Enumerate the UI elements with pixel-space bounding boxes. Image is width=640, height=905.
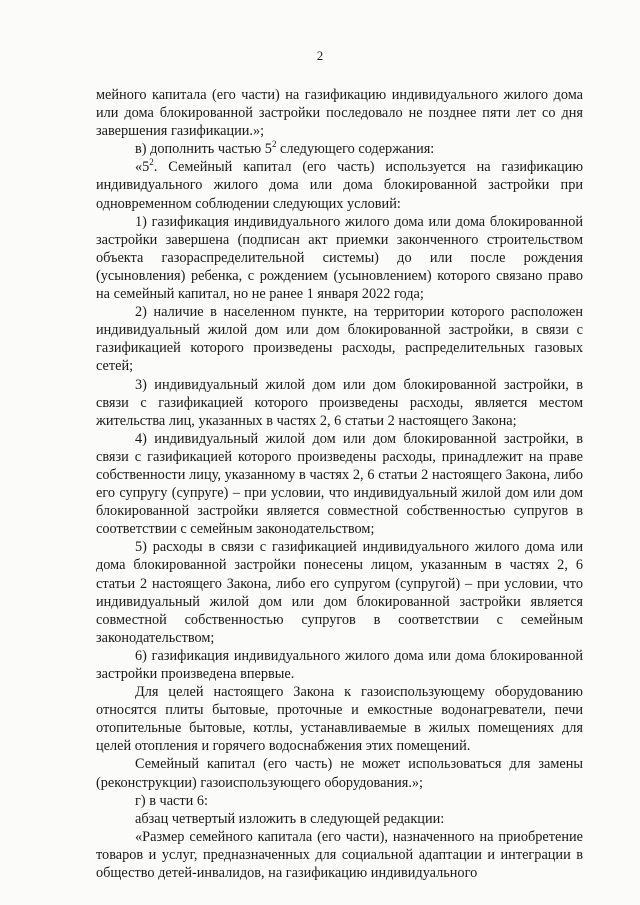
paragraph: «Размер семейного капитала (его части), назначенного на приобретение товаров и услуг, предназначенных для социальной адаптации и интеграции в общество детей-инвалидов, на газификацию индивидуального — [96, 828, 583, 882]
page-number: 2 — [316, 48, 324, 63]
paragraph: 5) расходы в связи с газификацией индивидуального жилого дома или дома блокированной застройки понесены лицом, указанным в частях 2, 6 статьи 2 настоящего Закона, либо его супругом (супругой) – при условии, что индивидуальный жилой дом или дом блокированной застройки является совместной собственностью супругов в соответствии с семейным законодательством; — [96, 539, 583, 646]
paragraph: 2) наличие в населенном пункте, на территории которого расположен индивидуальный жилой дом или дом блокированной застройки, в связи с газификацией которого произведены расходы, распределительных газовых сетей; — [96, 304, 583, 375]
document-body — [96, 86, 583, 882]
paragraph: 1) газификация индивидуального жилого дома или дома блокированной застройки завершена (подписан акт приемки законченного строительством объекта газораспределительной системы) до или после рождения (усыновления) ребенка, с рождением (усыновлением) которого связано право на семейный капитал, но не ранее 1 января 2022 года; — [96, 213, 583, 303]
paragraph: «$5^2$. Семейный капитал (его часть) используется на газификацию индивидуального жилого дома или дома блокированной застройки при одновременном соблюдении следующих условий: — [96, 157, 583, 212]
paragraph: мейного капитала (его части) на газификацию индивидуального жилого дома или дома блокированной застройки последовало не позднее пяти лет со дня завершения газификации.»; — [96, 87, 583, 140]
paragraph: 4) индивидуальный жилой дом или дом блокированной застройки, в связи с газификацией которого произведены расходы, принадлежит на праве собственности лицу, указанному в частях 2, 6 статьи 2 настоящего Закона, либо его супругу (супруге) – при условии, что индивидуальный жилой дом или дом блокированной застройки является совместной собственностью супругов в соответствии с семейным законодательством; — [96, 430, 583, 538]
paragraph: 3) индивидуальный жилой дом или дом блокированной застройки, в связи с газификацией которого произведены расходы, является местом жительства лиц, указанных в частях 2, 6 статьи 2 настоящего Закона; — [96, 376, 583, 429]
paragraph: в) дополнить частью $5^2$ следующего содержания: — [135, 139, 435, 158]
paragraph: абзац четвертый изложить в следующей редакции: — [135, 810, 445, 827]
paragraph: г) в части 6: — [135, 792, 208, 809]
paragraph: Семейный капитал (его часть) не может использоваться для замены (реконструкции) газоиспользующего оборудования.»; — [96, 756, 583, 791]
paragraph: Для целей настоящего Закона к газоиспользующему оборудованию относятся плиты бытовые, проточные и емкостные водонагреватели, печи отопительные бытовые, котлы, устанавливаемые в жилых помещениях для целей отопления и горячего водоснабжения этих помещений. — [96, 684, 583, 755]
paragraph: 6) газификация индивидуального жилого дома или дома блокированной застройки произведена впервые. — [96, 647, 583, 682]
